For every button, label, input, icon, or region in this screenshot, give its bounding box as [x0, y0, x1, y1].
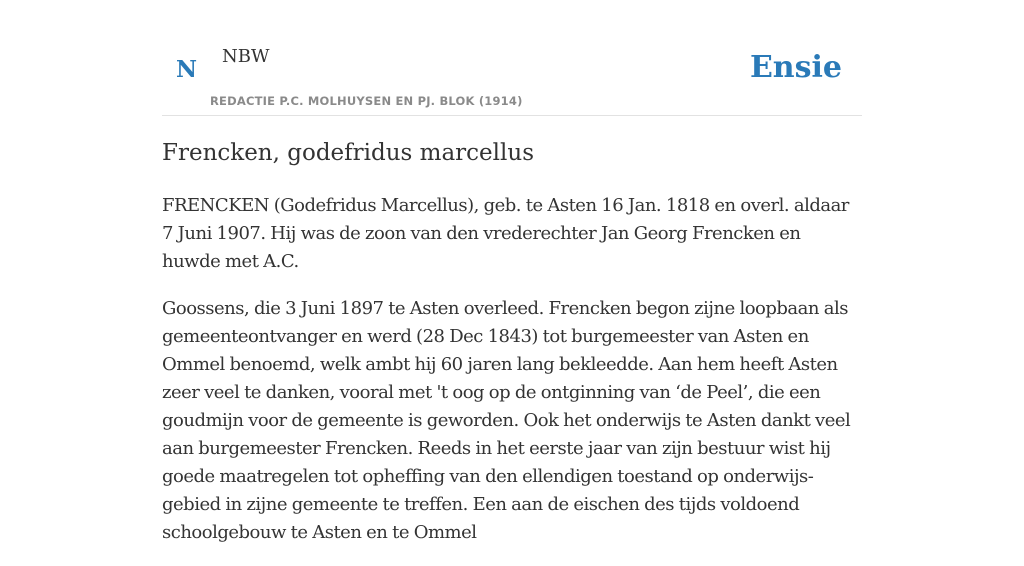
article-title: Frencken, godefridus marcellus: [162, 140, 534, 166]
article-paragraph: Goossens, die 3 Juni 1897 te Asten overleed. Frencken begon zijne loopbaan als gemeenteontvanger en werd (28 Dec 1843) tot burgemeester van Asten en Ommel benoemd, welk ambt hij 60 jaren lang bekleedde. Aan hem heeft Asten zeer veel te danken, vooral met 't oog op de ontginning van ‘de Peel’, die een goudmijn voor de gemeente is geworden. Ook het onderwijs te Asten dankt veel aan burgemeester Frencken. Reeds in het eerste jaar van zijn bestuur wist hij goede maatregelen tot opheffing van den ellendigen toestand op onderwijs-gebied in zijne gemeente te treffen. Een aan de eischen des tijds voldoend schoolgebouw te Asten en te Ommel: [162, 298, 851, 543]
source-credit: REDACTIE P.C. MOLHUYSEN EN PJ. BLOK (1914): [210, 94, 523, 108]
source-logo-letter[interactable]: N: [176, 56, 198, 83]
article-body: [162, 192, 862, 566]
header-divider: [162, 115, 862, 116]
source-name[interactable]: NBW: [222, 46, 270, 67]
article-paragraph: FRENCKEN (Godefridus Marcellus), geb. te Asten 16 Jan. 1818 en overl. aldaar 7 Juni 1907. Hij was de zoon van den vrederechter Jan Georg Frencken en huwde met A.C.: [162, 195, 849, 272]
site-logo-link[interactable]: Ensie: [749, 50, 842, 85]
